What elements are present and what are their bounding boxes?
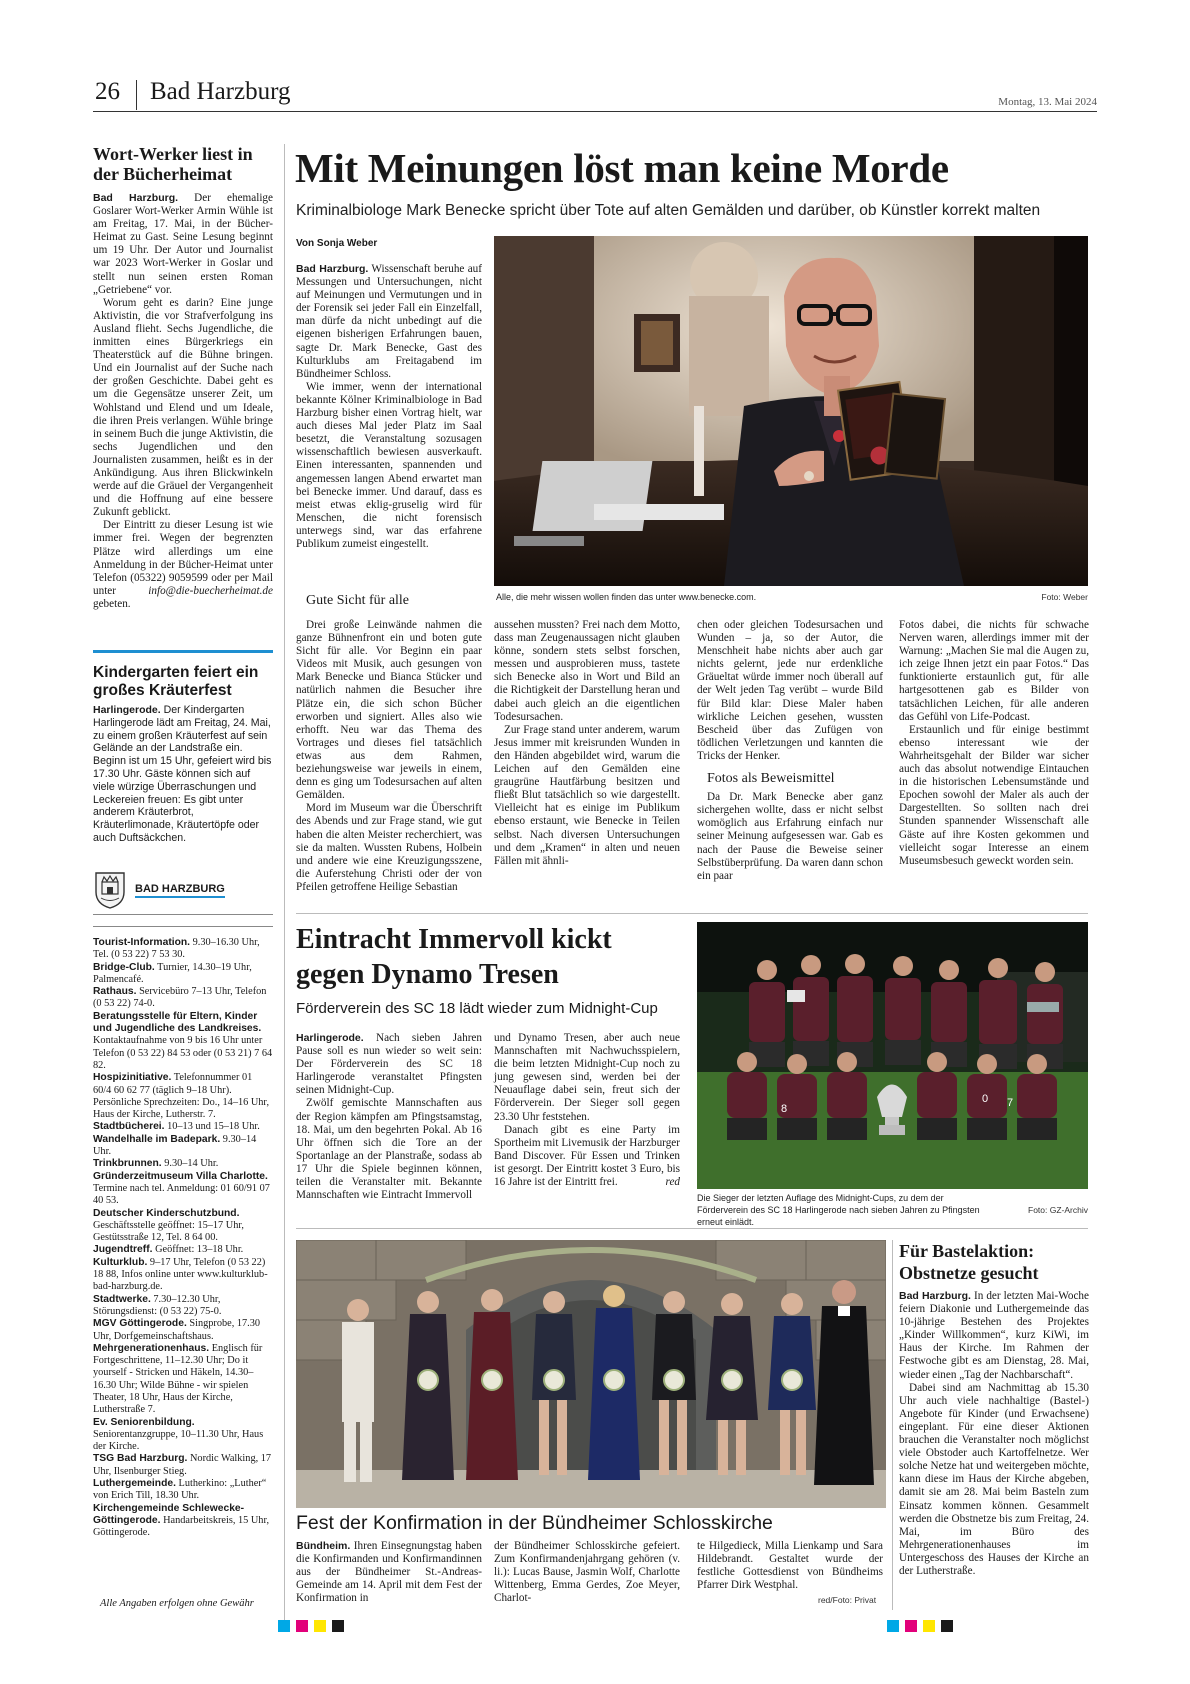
directory-entry-text: 10–13 und 15–18 Uhr. — [164, 1121, 260, 1133]
directory-entry-label: Jugendtreff. — [93, 1244, 153, 1256]
football-headline: Eintracht Immervoll kickt gegen Dynamo Tresen — [296, 924, 612, 990]
team-photo-illustration — [697, 922, 1088, 1189]
directory-entry-text: 9.30–14 Uhr. — [161, 1158, 219, 1170]
bastel-dateline: Bad Harzburg. — [899, 1290, 971, 1302]
directory-entry-text: Singprobe, 17.30 Uhr, Dorfgemeinschaftshaus. — [93, 1318, 261, 1342]
main-byline: Von Sonja Weber — [296, 238, 378, 249]
main-col3-p1: chen oder gleichen Todesursachen und Wunden – ja, so der Autor, die Menschheit habe nichts aber auch gar nichts gelernt, jede nur erdenkliche Gräueltat würde immer noch überall auf der Welt jeden Tag verübt – wurde Bild für Bild klar: Diese Maler haben wirkliche Leichen gesehen, wussten Bescheid über das Zufügen von tödlichen Verletzungen und kannten die Tricks der Henker. — [697, 619, 883, 762]
directory-entry-label: MGV Göttingerode. — [93, 1318, 187, 1330]
football-col2-p2: Danach gibt es eine Party im Sportheim mit Livemusik der Harzburger Band Discover. Für Essen und Trinken ist gesorgt. Der Eintritt kostet 3 Euro, bis 16 Jahre ist der Eintritt frei. — [494, 1123, 680, 1189]
main-col-2 — [494, 619, 680, 868]
confirmation-dateline: Bündheim. — [296, 1540, 351, 1552]
main-col2-p2: Zur Frage stand unter anderem, warum Jesus immer mit kreisrunden Wunden in den Händen abgebildet wird, warum die Leichen auf den Gemälden eine graugrüne Hautfärbung besitzen und fließt Blut tatsächlich so wie dargestellt. Vielleicht hat es einige im Publikum ebenso erstaunt, wie Benecke in Teilen selbst. Nach diversen Untersuchungen und dem „Kramen“ in alten und neuen Fällen mit ähnli- — [494, 723, 680, 867]
directory-entry-text: Turnier, 14.30–19 Uhr, Palmencafé. — [93, 961, 252, 985]
directory-entry — [93, 986, 273, 1011]
bastel-rule — [892, 1240, 893, 1610]
directory-entry — [93, 1011, 273, 1072]
directory-entry — [93, 962, 273, 987]
directory-entry-label: Beratungsstelle für Eltern, Kinder und Jugendliche des Landkreises. — [93, 1010, 262, 1035]
main-col4-p1: Fotos dabei, die nichts für schwache Nerven waren, allerdings immer mit der Warnung: „Machen Sie mal die Augen zu, ich zeige Ihnen jetzt ein paar Fotos.“ Das funktionierte erstaunlich gut, für alle hartgesottenen gab es Bilder von tatsächlichen Leichen, für alle anderen das Gefühl von Life-Podcast. — [899, 619, 1089, 723]
confirmation-col1-text: Ihren Einsegnungstag haben die Konfirmanden und Konfirmandinnen aus der Bündheimer St.-Andreas-Gemeinde am 14. April mit dem Fest der Konfirmation in — [296, 1540, 482, 1605]
directory-footnote: Alle Angaben erfolgen ohne Gewähr — [100, 1598, 254, 1609]
directory-entry-text: 9–17 Uhr, Telefon (0 53 22) 18 88, Infos online unter www.kulturklub-bad-harzburg.de. — [93, 1256, 268, 1293]
football-col1-p2: Zwölf gemischte Mannschaften aus der Region kämpfen am Pfingstsamstag, 18. Mai, um den begehrten Pokal. Ab 16 Uhr öffnen sich die Tore an der Sportanlage an der Planstraße, sodass ab 17 Uhr die Spiele beginnen können, teilen die Veranstalter mit. Bekannte Mannschaften wie Eintracht Immervoll — [296, 1097, 482, 1202]
kita-body — [93, 704, 273, 845]
directory-entry-label: Wandelhalle im Badepark. — [93, 1133, 221, 1145]
directory-list — [93, 937, 273, 1540]
main-col2-p1: aussehen mussten? Frei nach dem Motto, dass man Zeugenaussagen nicht glauben könne, sondern stets selbst forschen, messen und ausprobieren muss, tastete sich Benecke also in Wort und Bild an die Richtigkeit der Darstellung heran und dabei auch gleich an die eigentlichen Todesursachen. — [494, 619, 680, 723]
directory-entry-text: 9.30–14 Uhr. — [93, 1133, 257, 1158]
directory-entry-label: Bridge-Club. — [93, 961, 155, 973]
football-col2-p2-wrap — [494, 1124, 680, 1189]
bastel-p1: In der letzten Mai-Woche feiern Diakonie und Luthergemeinde das 10-jährige Bestehen des Projektes „Kinder Willkommen“, kurz KiWi, im Haus der Kirche. Im Rahmen der Festwoche gibt es am Dienstag, 28. Mai, wieder einen „Tag der Nachbarschaft“. — [899, 1290, 1089, 1381]
directory-entry — [93, 1343, 273, 1417]
main-subhead-1 — [296, 593, 482, 609]
main-dateline: Bad Harzburg. — [296, 263, 369, 275]
cmyk-mark-left-k — [332, 1620, 344, 1632]
football-dateline: Harlingerode. — [296, 1032, 364, 1044]
header-rule — [93, 111, 1097, 112]
football-col2-p1: und Dynamo Tresen, aber auch neue Mannschaften mit Nachwuchsspielern, die beim letzten Midnight-Cup noch zu jung gewesen sind, werden bei der Neuauflage dabei sein, freut sich der Förderverein. Der Sieger soll gegen 23.30 Uhr feststehen. — [494, 1032, 680, 1123]
page-number: 26 — [95, 78, 120, 105]
directory-title: BAD HARZBURG — [135, 883, 225, 898]
confirmation-photo-illustration — [296, 1240, 886, 1508]
football-col-1 — [296, 1032, 482, 1202]
directory-entry-text: Termine nach tel. Anmeldung: 01 60/91 07 40 53. — [93, 1182, 270, 1207]
benecke-photo-caption: Alle, die mehr wissen wollen finden das unter www.benecke.com. — [496, 592, 757, 602]
bastel-story — [899, 1240, 1089, 1578]
left-story-email-link[interactable]: info@die-buecherheimat.de — [148, 584, 273, 597]
main-intro-p1: Wissenschaft beruhe auf Messungen und Untersuchungen, nicht auf Meinungen und Vermutungen und in der Forensik sei jeder Fall ein Einzelfall, man dürfe da nicht unbedingt auf die eigenen bisherigen Erfahrungen bauen, sagte Dr. Mark Benecke, Gast des Kulturklubs am Freitagabend im Bündheimer Schloss. — [296, 263, 482, 380]
cmyk-mark-left-y — [314, 1620, 326, 1632]
team-photo-credit: Foto: GZ-Archiv — [1028, 1205, 1088, 1215]
directory-entry-text: Servicebüro 7–13 Uhr, Telefon (0 53 22) 74-0. — [93, 986, 267, 1010]
directory-entry — [93, 1171, 273, 1208]
header-divider — [136, 80, 137, 110]
bastel-headline: Für Bastelaktion: Obstnetze gesucht — [899, 1241, 1039, 1283]
svg-text:8: 8 — [781, 1103, 788, 1115]
directory-entry-text: 7.30–12.30 Uhr, Störungsdienst: (0 53 22) 75-0. — [93, 1293, 222, 1317]
directory-entry — [93, 937, 273, 962]
cmyk-mark-right-k — [941, 1620, 953, 1632]
main-subheadline: Kriminalbiologe Mark Benecke spricht über Tote auf alten Gemälden und darüber, ob Künstler korrekt malten — [296, 202, 1041, 219]
directory-entry-text: Seniorentanzgruppe, 10–11.30 Uhr, Haus der Kirche. — [93, 1428, 264, 1453]
benecke-photo-credit: Foto: Weber — [1041, 592, 1088, 602]
left-story-p3 — [93, 519, 273, 611]
kita-headline: Kindergarten feiert ein großes Kräuterfest — [93, 664, 259, 699]
directory-entry-text: Englisch für Fortgeschrittene, 11–12.30 Uhr; Do it yourself - Stricken und Häkeln, 14.30–16.30 Uhr; Wilde Bühne - wir spielen Theater, 18 Uhr, Haus der Kirche, Lutherstraße 7. — [93, 1342, 263, 1416]
main-col-3 — [697, 619, 883, 883]
directory-entry — [93, 1453, 273, 1478]
directory-entry — [93, 1478, 273, 1503]
directory-entry — [93, 1244, 273, 1256]
directory-entry-text: 9.30–16.30 Uhr, Tel. (0 53 22) 7 53 30. — [93, 937, 260, 961]
main-intro-p2: Wie immer, wenn der international bekannte Kölner Kriminalbiologe in Bad Harzburg bisher einen Vortrag hielt, war auch dieses Mal jeder Platz im Saal besetzt, die Veranstaltung sozusagen wissenschaftlich bewiesen ausverkauft. Einen interessanten, spannenden und angemessen langen Abend erwartet man bei Benecke immer. Und darauf, dass es meist etwas eklig-gruselig wird für Menschen, die nicht forensisch unterwegs sind, war das erfahrene Publikum zumeist eingestellt. — [296, 380, 482, 550]
kita-text: Der Kindergarten Harlingerode lädt am Freitag, 24. Mai, zu einem großen Kräuterfest auf sein Gelände an der Landstraße ein. Beginn ist um 15 Uhr, gefeiert wird bis 17.30 Uhr. Gäste können sich auf viele würzige Überraschungen und Leckereien freuen: Es gibt unter anderem Kräuterbrot, Kräuterlimonade, Kräutertöpfe oder auch Duftsäckchen. — [93, 704, 272, 844]
directory-header — [93, 870, 273, 915]
benecke-photo-illustration — [494, 236, 1088, 586]
kita-story — [93, 664, 273, 845]
left-story-p3-text: Der Eintritt zu dieser Lesung ist wie immer frei. Wegen der begrenzten Plätze wird allerdings um eine Anmeldung in der Bücher-Heimat unter Telefon (05322) 9059599 oder per Mail unter — [93, 519, 273, 597]
directory-entry-label: Hospizinitiative. — [93, 1072, 172, 1084]
left-story-p2: Worum geht es darin? Eine junge Aktivistin, die vor Strafverfolgung ins Ausland flieht. Sechs Jugendliche, die inmitten eines Bürgerkriegs ein Theaterstück auf die Bühne bringen. Und ein Journalist auf der Suche nach der großen Geschichte. Dabei geht es um die Gegensätze unserer Zeit, um Wohlstand und Elend und um Ideale, die ihren Preis verlangen. Wühle bringe in seinem Buch die junge Aktivistin, die sechs Jugendlichen und den Journalisten zusammen, heißt es in der Ankündigung. Aus ihren Blickwinkeln werde auf die Gräuel der Vergangenheit und die Hoffnung auf eine bessere Zukunft geblickt. — [93, 296, 273, 519]
main-headline: Mit Meinungen löst man keine Morde — [295, 145, 949, 191]
confirmation-credit: red/Foto: Privat — [818, 1595, 877, 1605]
directory-entry-text: Geöffnet: 13–18 Uhr. — [152, 1244, 244, 1256]
directory-entry-text: Lutherkino: „Luther“ von Erich Till, 18.30 Uhr. — [93, 1478, 267, 1502]
directory-entry — [93, 1257, 273, 1294]
football-signature: red — [665, 1176, 680, 1189]
left-story-p3-end: gebeten. — [93, 597, 131, 610]
directory-entry — [93, 1134, 273, 1159]
cmyk-mark-right-y — [923, 1620, 935, 1632]
directory-entry-label: Deutscher Kinderschutzbund. — [93, 1207, 240, 1219]
main-col4-p2: Erstaunlich und für einige bestimmt ebenso interessant wie der Wahrheitsgehalt der Bilder war sicher auch das absolut notwendige Eintauchen in die historischen Lebensumstände und Epochen sowohl der Maler als auch der Dargestellten. So sollten nach drei Stunden spannender Wissenschaft alle Gäste auf ihre Kosten gekommen und vielleicht sogar Interesse an einem Museumsbesuch geweckt worden sein. — [899, 723, 1089, 867]
kita-dateline: Harlingerode. — [93, 704, 161, 716]
directory-entry-label: Tourist-Information. — [93, 937, 191, 948]
main-col3-p2: Da Dr. Mark Benecke aber ganz sichergehen wollte, dass er nicht selbst womöglich aus Erfahrung einfach nur seiner Meinung aufgesessen war. Gab es nach der Pause die Beweise seiner Selbstüberprüfung. Da waren dann schon ein paar — [697, 791, 883, 882]
bastel-p2: Dabei sind am Nachmittag ab 15.30 Uhr auch viele nachhaltige (Bastel-) Angebote für Kinder (und Erwachsene) eingeplant. Für eine dieser Aktionen brauchen die Veranstalter noch möglichst viele Obstoder auch Kartoffelnetze. Wer solche Netze hat und weitergeben möchte, kann diese im Haus der Kirche abgeben, damit sie am 28. Mai beim Basteln zum Einsatz kommen können. Gesammelt werden die Obstnetze bis zum Freitag, 24. Mai, im Büro des Mehrgenerationenhauses im Untergeschoss des Hauses der Kirche an der Lutherstraße. — [899, 1381, 1089, 1577]
directory-entry-label: Stadtbücherei. — [93, 1121, 165, 1133]
football-subheadline: Förderverein des SC 18 lädt wieder zum Midnight-Cup — [296, 1000, 658, 1017]
confirmation-col3-text: te Hilgedieck, Milla Lienkamp und Sara Hildebrandt. Gestaltet wurde der festliche Gottesdienst von Bündheims Pfarrer Dirk Westphal. — [697, 1540, 883, 1592]
directory-entry — [93, 1294, 273, 1319]
directory-entry — [93, 1208, 273, 1245]
directory-box — [93, 870, 273, 915]
directory-entry-label: TSG Bad Harzburg. — [93, 1453, 188, 1465]
directory-entry-text: Telefonnummer 01 60/4 60 62 77 (täglich 9–18 Uhr). Persönliche Sprechzeiten: Do., 14–16 Uhr, Haus der Kirche, Lutherstr. 7. — [93, 1072, 270, 1121]
football-col1-text: Nach sieben Jahren Pause soll es nun wieder so weit sein: Der Förderverein des SC 18 Harlingerode veranstaltet Pfingsten seinen Midnight-Cup. — [296, 1032, 482, 1097]
left-story-headline: Wort-Werker liest in der Bücherheimat — [93, 144, 253, 184]
coat-of-arms-icon — [93, 870, 127, 910]
directory-entry-label: Ev. Seniorenbildung. — [93, 1416, 195, 1428]
football-col-2 — [494, 1032, 680, 1189]
directory-entry-text: Geschäftsstelle geöffnet: 15–17 Uhr, Gestütsstraße 12, Tel. 8 64 00. — [93, 1219, 244, 1244]
confirmation-col-1 — [296, 1540, 482, 1605]
directory-entry-label: Rathaus. — [93, 986, 137, 998]
cmyk-mark-left-m — [296, 1620, 308, 1632]
directory-entry — [93, 1503, 273, 1540]
main-story-bottom-rule — [296, 913, 1088, 914]
directory-entry-label: Kulturklub. — [93, 1256, 148, 1268]
svg-text:7: 7 — [1007, 1097, 1014, 1109]
cmyk-mark-right-m — [905, 1620, 917, 1632]
directory-entry — [93, 1318, 273, 1343]
directory-entry — [93, 1158, 273, 1170]
directory-entry — [93, 1072, 273, 1121]
main-intro — [296, 263, 482, 551]
confirmation-col2-text: der Bündheimer Schlosskirche gefeiert. Zum Konfirmandenjahrgang gehören (v. li.): Lucas Bause, Jasmin Wolf, Charlotte Wittenberg, Emma Gerdes, Zoe Meyer, Charlot- — [494, 1540, 680, 1605]
subhead-gute-sicht: Gute Sicht für alle — [306, 593, 410, 608]
confirmation-photo — [296, 1240, 886, 1508]
left-column — [93, 144, 273, 611]
section-title: Bad Harzburg — [150, 78, 291, 105]
directory-entry-text: Kontaktaufnahme von 9 bis 16 Uhr unter Telefon (0 53 22) 84 53 oder (0 53 21) 7 64 82. — [93, 1035, 273, 1071]
issue-date: Montag, 13. Mai 2024 — [998, 96, 1097, 108]
svg-text:0: 0 — [982, 1093, 989, 1105]
main-col-1 — [296, 619, 482, 894]
team-photo-caption: Die Sieger der letzten Auflage des Midnight-Cups, zu dem der Förderverein des SC 18 Harlingerode nach sieben Jahren zu Pfingsten erneut einlädt. — [697, 1193, 980, 1227]
left-story-dateline: Bad Harzburg. — [93, 192, 179, 204]
directory-entry-text: Handarbeitskreis, 15 Uhr, Göttingerode. — [93, 1514, 270, 1539]
left-column-rule — [284, 144, 285, 1624]
directory-entry — [93, 1121, 273, 1133]
directory-entry-label: Gründerzeitmuseum Villa Charlotte. — [93, 1170, 268, 1182]
benecke-photo — [494, 236, 1088, 586]
left-story-p1: Der ehemalige Goslarer Wort-Werker Armin Wühle ist am Freitag, 17. Mai, in der Bücher-Heimat zu Gast. Seine Lesung beginnt um 19 Uhr. Der Autor und Journalist war 2023 Wort-Werker in Goslar und stellt nun seinen ersten Roman „Getriebene“ vor. — [93, 192, 273, 296]
main-col1-p2: Mord im Museum war die Überschrift des Abends und zur Frage stand, wie gut haben die alten Meister recherchiert, was sie da malten. Wussten Rubens, Holbein und andere wie eine Kreuzigungsszene, die Auferstehung Christi oder der von Pfeilen getroffene Heilige Sebastian — [296, 802, 482, 893]
directory-entry-label: Mehrgenerationenhaus. — [93, 1342, 210, 1354]
confirmation-col-3 — [697, 1540, 883, 1592]
cmyk-mark-right-c — [887, 1620, 899, 1632]
directory-divider — [93, 926, 273, 927]
main-col-4 — [899, 619, 1089, 868]
left-story-body — [93, 192, 273, 611]
main-col1-p1: Drei große Leinwände nahmen die ganze Bühnenfront ein und boten gute Sicht für alle. Vor Beginn ein paar Videos mit Musik, auch gesungen von Mark Benecke und Bianca Stücker und natürlich nahmen die Besucher ihre Plätze ein, die sich schon Bücher erworben und signiert. Alles also wie erhofft. Neu war das Thema des Vortrages und dieses fiel tatsächlich etwas aus dem Rahmen, beziehungsweise war jeweils in einem, denn es ging um Todesursachen auf alten Gemälden. — [296, 619, 482, 802]
bastel-body — [899, 1290, 1089, 1578]
team-photo — [697, 922, 1088, 1189]
subhead-fotos: Fotos als Beweismittel — [707, 771, 835, 787]
directory-entry-label: Luthergemeinde. — [93, 1478, 176, 1490]
left-blue-divider — [93, 650, 273, 653]
directory-entry-label: Trinkbrunnen. — [93, 1158, 162, 1170]
cmyk-mark-left-c — [278, 1620, 290, 1632]
directory-entry — [93, 1417, 273, 1454]
directory-entry-label: Kirchengemeinde Schlewecke-Göttingerode. — [93, 1502, 245, 1526]
confirmation-col-2 — [494, 1540, 680, 1605]
directory-entry-label: Stadtwerke. — [93, 1293, 151, 1305]
football-bottom-rule — [296, 1228, 1088, 1229]
confirmation-headline: Fest der Konfirmation in der Bündheimer Schlosskirche — [296, 1512, 773, 1534]
directory-entry-text: Nordic Walking, 17 Uhr, Ilsenburger Stieg. — [93, 1453, 272, 1477]
